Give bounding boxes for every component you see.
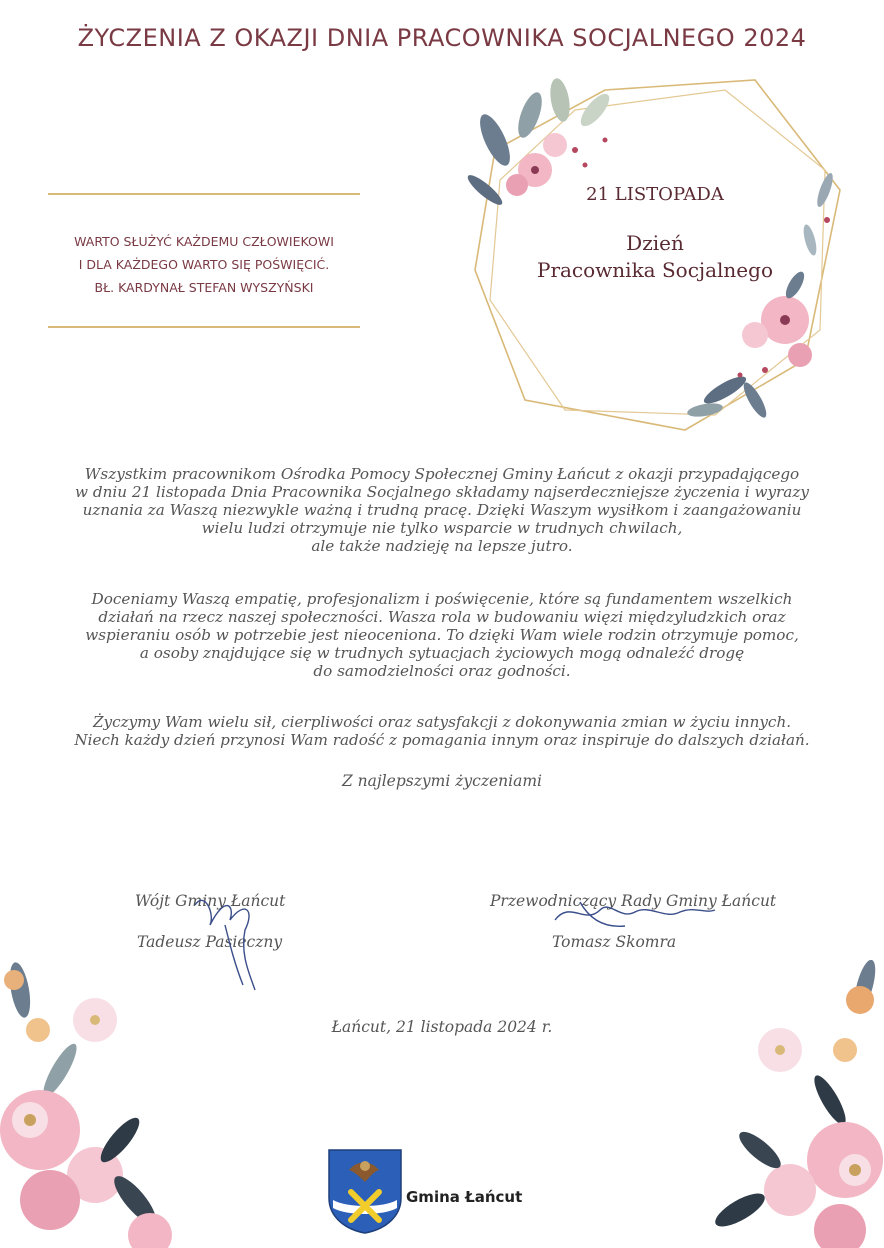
paragraph-line: uznania za Waszą niezwykle ważną i trudną pracę. Dzięki Waszym wysiłkom i zaangażowaniu	[82, 501, 802, 519]
flowers-left-icon	[0, 960, 180, 1248]
paragraph-line: ale także nadzieję na lepsze jutro.	[311, 537, 573, 555]
gold-rule-bottom	[48, 326, 360, 328]
wreath-date: 21 LISTOPADA	[586, 184, 724, 205]
quote-block	[40, 230, 368, 299]
quote-author: BŁ. KARDYNAŁ STEFAN WYSZYŃSKI	[94, 280, 314, 295]
wreath-title-line-2: Pracownika Socjalnego	[536, 258, 773, 282]
paragraph-line: do samodzielności oraz godności.	[313, 662, 571, 680]
document-title: ŻYCZENIA Z OKAZJI DNIA PRACOWNIKA SOCJALNEGO 2024	[77, 24, 807, 52]
closing-line: Z najlepszymi życzeniami	[341, 772, 543, 790]
paragraph-line: w dniu 21 listopada Dnia Pracownika Socjalnego składamy najserdeczniejsze życzenia i wyrazy	[75, 483, 809, 501]
paragraph-line: wielu ludzi otrzymuje nie tylko wsparcie w trudnych chwilach,	[201, 519, 683, 537]
flowers-right-icon	[700, 960, 884, 1248]
paragraph-2	[20, 590, 864, 680]
signature-left-scribble-icon	[185, 885, 275, 995]
gmina-logo-label: Gmina Łańcut	[406, 1188, 523, 1206]
paragraph-line: a osoby znajdujące się w trudnych sytuacjach życiowych mogą odnaleźć drogę	[139, 644, 745, 662]
wreath-title-line-1: Dzień	[626, 231, 684, 255]
paragraph-line: Doceniamy Waszą empatię, profesjonalizm i poświęcenie, które są fundamentem wszelkich	[91, 590, 793, 608]
paragraph-1	[20, 465, 864, 555]
signature-right-scribble-icon	[550, 890, 720, 940]
signature-left-name: Tadeusz Pasieczny	[137, 933, 283, 951]
paragraph-line: Wszystkim pracownikom Ośrodka Pomocy Społecznej Gminy Łańcut z okazji przypadającego	[84, 465, 800, 483]
paragraph-line: wspieraniu osób w potrzebie jest nieoceniona. To dzięki Wam wiele rodzin otrzymuje pomoc,	[85, 626, 799, 644]
paragraph-line: działań na rzecz naszej społeczności. Wasza rola w budowaniu więzi międzyludzkich oraz	[98, 608, 786, 626]
paragraph-line: Niech każdy dzień przynosi Wam radość z pomagania innym oraz inspiruje do dalszych działań.	[74, 731, 810, 749]
signature-right-name: Tomasz Skomra	[552, 933, 677, 951]
quote-line-1: WARTO SŁUŻYĆ KAŻDEMU CZŁOWIEKOWI	[74, 234, 334, 249]
signature-right-role: Przewodniczący Rady Gminy Łańcut	[490, 892, 777, 910]
place-and-date: Łańcut, 21 listopada 2024 r.	[331, 1018, 553, 1036]
paragraph-line: Życzymy Wam wielu sił, cierpliwości oraz satysfakcji z dokonywania zmian w życiu innych.	[92, 713, 792, 731]
gmina-crest-icon	[327, 1148, 403, 1234]
paragraph-3	[20, 713, 864, 749]
signature-left-role: Wójt Gminy Łańcut	[135, 892, 286, 910]
quote-line-2: I DLA KAŻDEGO WARTO SIĘ POŚWIĘCIĆ.	[78, 257, 330, 272]
gold-rule-top	[48, 193, 360, 195]
wreath-title	[495, 230, 815, 284]
